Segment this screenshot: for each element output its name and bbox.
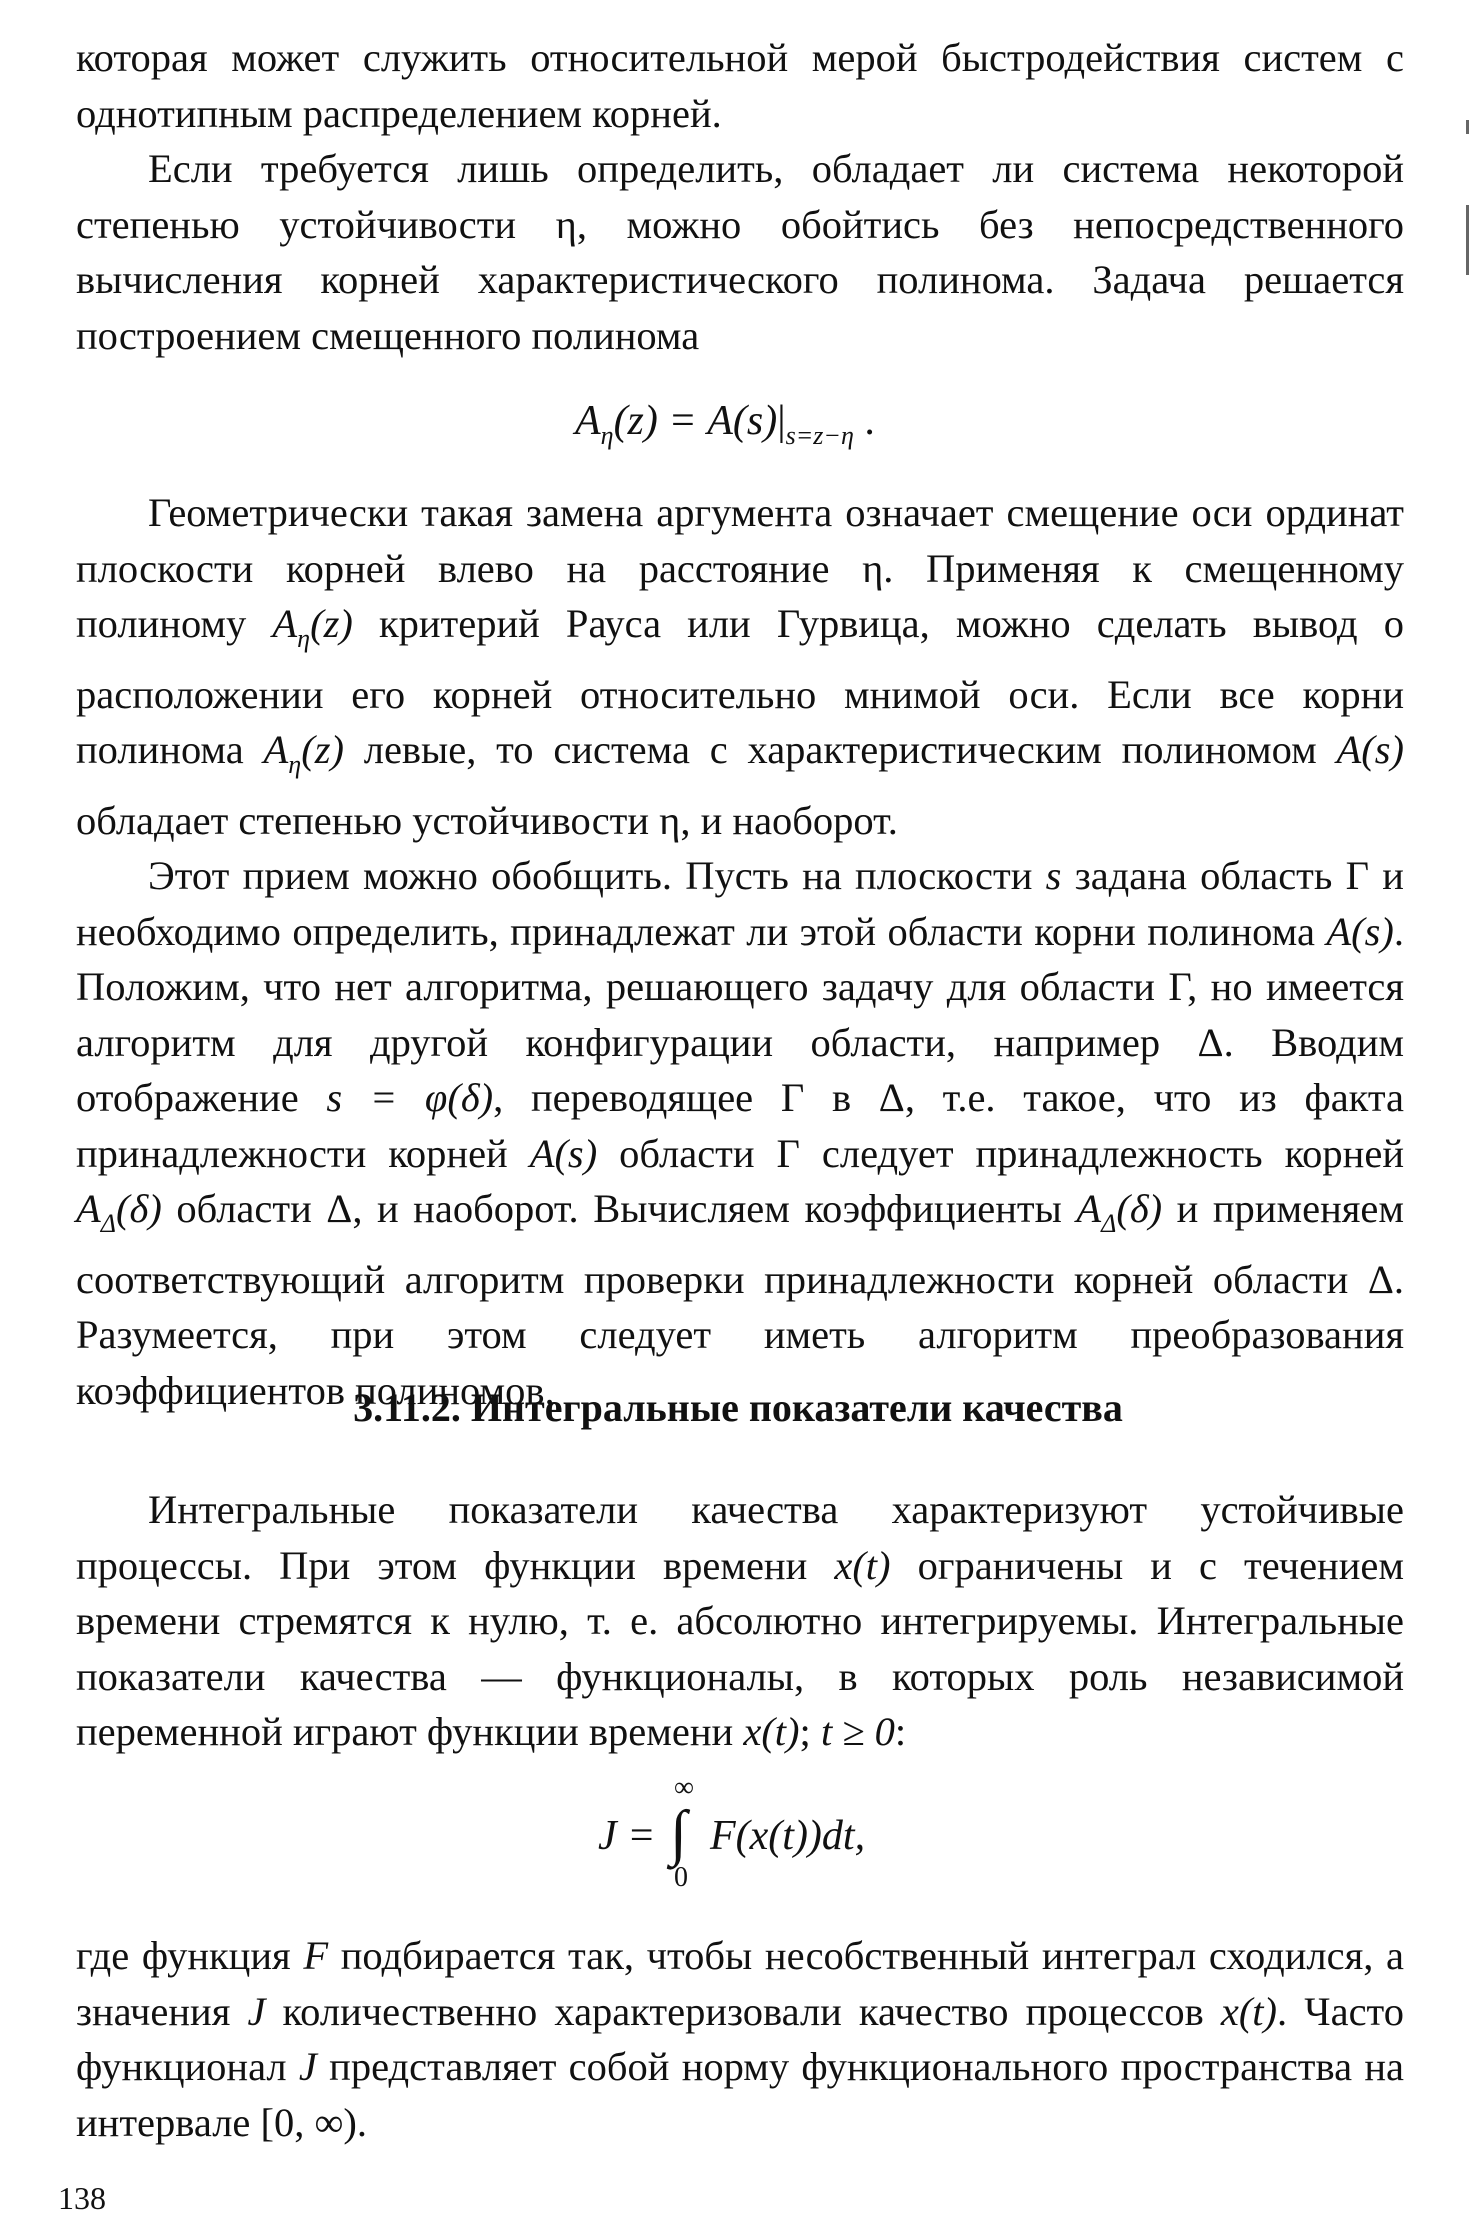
text-block-top [76, 30, 1404, 363]
text-span: . Положим, что нет алгоритма, решающего задачу для области Г, но имеется алгоритм для другой конфигурации области, например Δ. Вводим отображение [76, 908, 1404, 1120]
formula1-lhs: A [575, 398, 601, 444]
page-number: 138 [58, 2180, 106, 2216]
text-span: критерий Рауса или Гурвица, можно сделать вывод о расположении его корней относительно мнимой оси. Если все корни полинома [76, 601, 1404, 772]
math-condition: t ≥ 0 [820, 1709, 895, 1754]
math-f: F [303, 1933, 329, 1978]
math-a-s: A(s) [1336, 727, 1404, 772]
text-block-middle [76, 485, 1404, 1418]
math-argument: (z) [301, 727, 344, 772]
paragraph-functional [76, 1928, 1404, 2150]
math-argument: (δ) [1116, 1186, 1163, 1231]
text-span: : [894, 1709, 907, 1754]
math-argument: (δ) [116, 1186, 162, 1231]
text-span: представляет собой норму функционального пространства на интервале [0, ∞). [76, 2044, 1404, 2145]
formula1-period: . [864, 398, 875, 444]
math-j: J [298, 2044, 317, 2089]
text-block-bottom [76, 1928, 1404, 2150]
text-span: левые, то система с характеристическим полиномом [343, 727, 1337, 772]
formula-shifted-polynomial [575, 397, 875, 451]
math-subscript: η [288, 750, 302, 779]
math-symbol: A [1076, 1186, 1102, 1231]
math-x-t: x(t) [834, 1542, 891, 1588]
math-a-eta-z [263, 727, 344, 779]
math-j: J [247, 1988, 266, 2034]
text-span: подбирается так, чтобы несобственный интеграл сходился, а значения [76, 1933, 1404, 2034]
paragraph-stability-degree: Если требуется лишь определить, обладает ли система некоторой степенью устойчивости η, можно обойтись без непосредственного вычисления корней характеристического полинома. Задача решается построением смещенного полинома [76, 146, 1404, 358]
text-span: где функция [76, 1933, 304, 1978]
section-heading: 3.11.2. Интегральные показатели качества [353, 1385, 1123, 1430]
text-span: Этот прием можно обобщить. Пусть на плоскости [148, 853, 1046, 898]
math-x-t: x(t) [1220, 1988, 1278, 2034]
math-a-delta [1076, 1186, 1163, 1238]
formula1-evaluation-subscript: s=z−η [785, 421, 854, 450]
paragraph-continuation: которая может служить относительной мерой быстродействия систем с однотипным распределением корней. [76, 35, 1404, 136]
text-span: области Г следует принадлежность корней [597, 1130, 1405, 1176]
text-span: . Часто функционал [76, 1988, 1404, 2089]
math-symbol: A [76, 1186, 101, 1231]
text-span: количественно характеризовали качество процессов [265, 1988, 1221, 2034]
text-span: области Δ, и наоборот. Вычисляем коэффициенты [161, 1186, 1077, 1231]
text-span: ограничены и с течением времени стремятся к нулю, т. е. абсолютно интегрируемы. Интегральные показатели качества — функционалы, в которых роль независимой переменной играют функции времени [76, 1542, 1405, 1754]
math-a-s: A(s) [1326, 908, 1394, 954]
formula1-lhs-argument: (z) = A(s) [613, 398, 778, 444]
scan-edge-mark [1466, 120, 1469, 134]
math-x-t: x(t) [743, 1709, 800, 1754]
integral-integrand: F(x(t))dt, [710, 1813, 866, 1859]
math-argument: (z) [310, 601, 353, 646]
text-span: задана область Г и необходимо определить, принадлежат ли этой области корни полинома [76, 853, 1404, 954]
scan-edge-mark [1466, 205, 1469, 275]
math-mapping: s = φ(δ) [326, 1075, 494, 1120]
math-symbol: A [272, 601, 298, 646]
integral-lower-limit: 0 [674, 1862, 688, 1893]
integral-upper-limit: ∞ [674, 1772, 694, 1803]
integral-lhs: J = [598, 1813, 656, 1859]
paragraph-generalization [76, 848, 1404, 1418]
text-span: , переводящее Г в Δ, т.е. такое, что из факта принадлежности корней [76, 1075, 1404, 1176]
math-a-s: A(s) [529, 1130, 598, 1176]
math-subscript: η [297, 624, 311, 653]
paragraph-geometric-meaning [76, 485, 1404, 848]
paragraph-integral-indicators [76, 1482, 1404, 1760]
text-span: обладает степенью устойчивости η, и наоборот. [76, 797, 898, 843]
text-span: ; [799, 1709, 821, 1754]
text-span: Геометрически такая замена аргумента означает смещение оси ординат плоскости корней влево на расстояние η. Применяя к смещенному полиному [76, 490, 1404, 646]
math-s: s [1045, 853, 1062, 898]
math-a-eta-z [272, 601, 353, 653]
text-span: и применяем соответствующий алгоритм проверки принадлежности корней области Δ. Разумеется, при этом следует иметь алгоритм преобразования коэффициентов полиномов. [76, 1186, 1404, 1413]
formula1-evaluation-bar: | [777, 398, 786, 444]
formula1-lhs-subscript: η [600, 421, 614, 450]
math-a-delta [76, 1186, 162, 1238]
math-subscript: Δ [100, 1209, 117, 1238]
integral-sign: ∫ [670, 1799, 687, 1867]
math-subscript: Δ [1101, 1209, 1117, 1238]
text-block-integral [76, 1482, 1404, 1760]
math-symbol: A [263, 727, 289, 772]
text-span: Интегральные показатели качества характеризуют устойчивые процессы. При этом функции времени [76, 1487, 1404, 1588]
